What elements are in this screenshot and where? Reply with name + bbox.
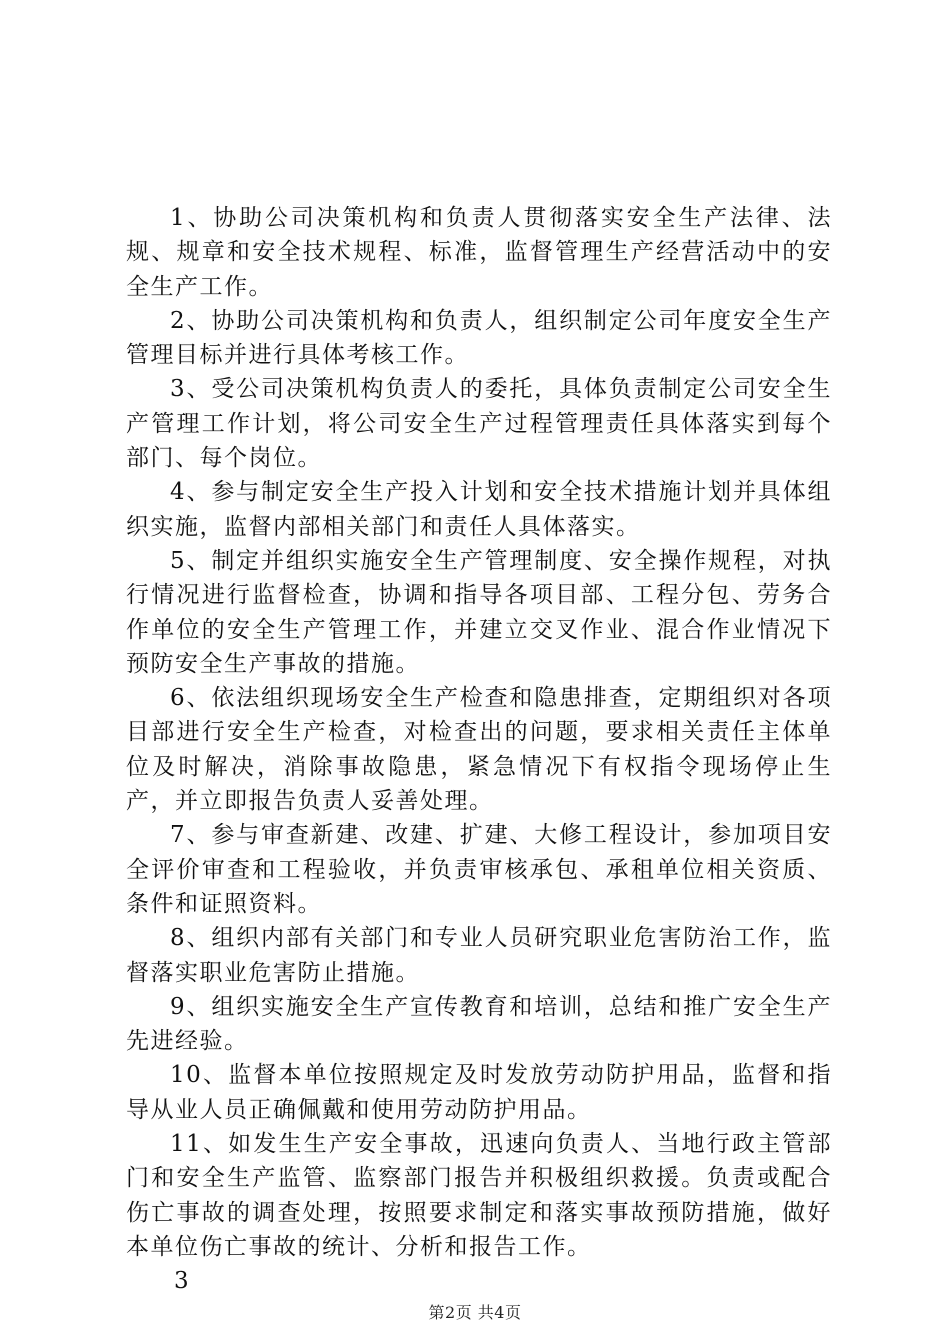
responsibility-item-6: 6、依法组织现场安全生产检查和隐患排查，定期组织对各项目部进行安全生产检查，对检查出的问题，要求相关责任主体单位及时解决，消除事故隐患，紧急情况下有权指令现场停止生产，并立即报告负责人妥善处理。 [126, 685, 832, 815]
responsibility-item-5: 5、制定并组织实施安全生产管理制度、安全操作规程，对执行情况进行监督检查，协调和指导各项目部、工程分包、劳务合作单位的安全生产管理工作，并建立交叉作业、混合作业情况下预防安全生产事故的措施。 [126, 547, 832, 677]
responsibility-item-2: 2、协助公司决策机构和负责人，组织制定公司年度安全生产管理目标并进行具体考核工作。 [126, 307, 832, 369]
responsibility-item-3: 3、受公司决策机构负责人的委托，具体负责制定公司安全生产管理工作计划，将公司安全生产过程管理责任具体落实到每个部门、每个岗位。 [126, 376, 832, 472]
page-footer: 第2页 共4页 [428, 1303, 522, 1322]
responsibility-item-8: 8、组织内部有关部门和专业人员研究职业危害防治工作，监督落实职业危害防止措施。 [126, 925, 832, 986]
responsibility-item-9: 9、组织实施安全生产宣传教育和培训，总结和推广安全生产先进经验。 [126, 993, 832, 1055]
document-body [126, 201, 832, 1299]
responsibility-item-7: 7、参与审查新建、改建、扩建、大修工程设计，参加项目安全评价审查和工程验收，并负责审核承包、承租单位相关资质、条件和证照资料。 [126, 822, 832, 917]
trailing-number: 3 [174, 1268, 191, 1295]
responsibility-item-1: 1、协助公司决策机构和负责人贯彻落实安全生产法律、法规、规章和安全技术规程、标准，监督管理生产经营活动中的安全生产工作。 [126, 205, 832, 300]
responsibility-item-11: 11、如发生生产安全事故，迅速向负责人、当地行政主管部门和安全生产监管、监察部门报告并积极组织救援。负责或配合伤亡事故的调查处理，按照要求制定和落实事故预防措施，做好本单位伤亡事故的统计、分析和报告工作。 [126, 1131, 832, 1260]
responsibility-item-4: 4、参与制定安全生产投入计划和安全技术措施计划并具体组织实施，监督内部相关部门和责任人具体落实。 [126, 479, 832, 540]
responsibility-item-10: 10、监督本单位按照规定及时发放劳动防护用品，监督和指导从业人员正确佩戴和使用劳动防护用品。 [126, 1062, 832, 1123]
